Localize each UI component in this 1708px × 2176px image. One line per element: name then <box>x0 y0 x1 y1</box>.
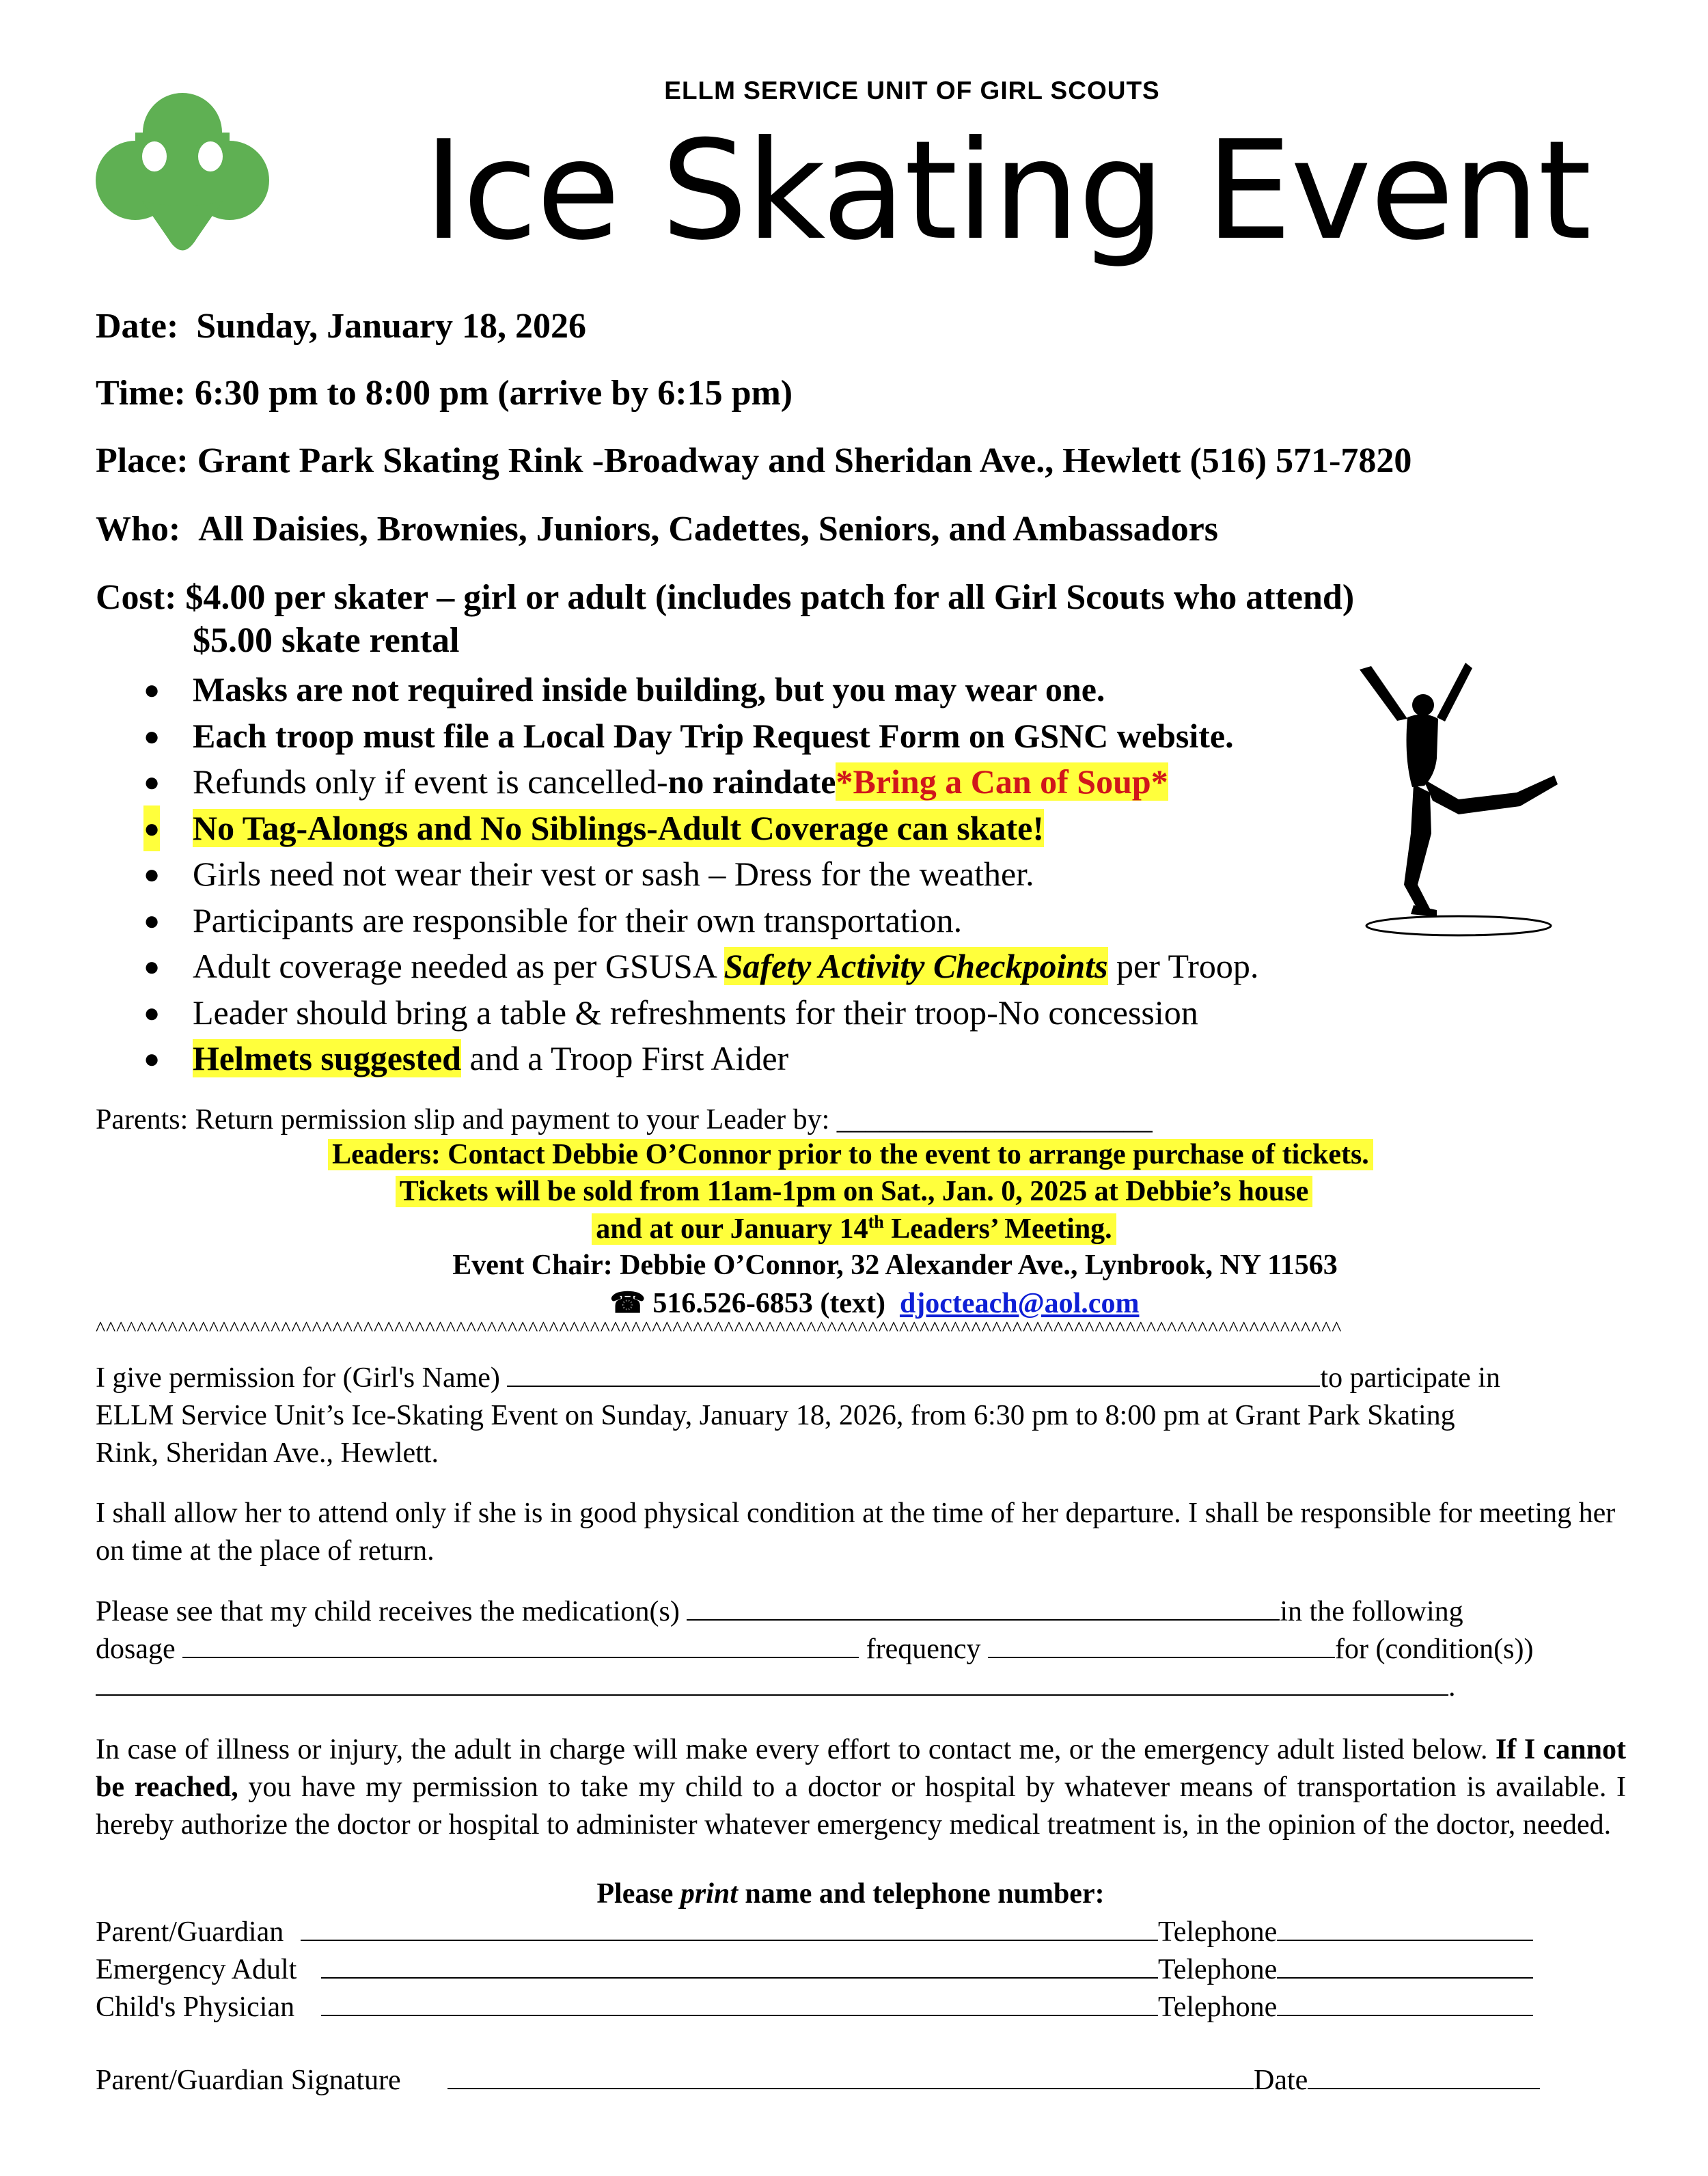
rules-list <box>143 667 1258 1082</box>
date-label: Date: <box>96 307 179 346</box>
cut-line: ^^^^^^^^^^^^^^^^^^^^^^^^^^^^^^^^^^^^^^^^^^^^^^^^^^^^^^^^^^^^^^^^^^^^^^^^^^^^^^^^^^^^^^^^^^^^^^^^^^^^^^^^^^^^^^^^^^^^^^^^^ <box>96 1317 1342 1340</box>
medication-line: Please see that my child receives the medication(s) in the following <box>96 1596 1463 1627</box>
illness-paragraph: In case of illness or injury, the adult in charge will make every effort to contact me, or the emergency adult listed below. If I cannot be reached, you have my permission to take my child to a doctor or hospital by whatever means of transportation is available. I hereby authorize the doctor or hospital to administer whatever emergency medical treatment is, in the opinion of the doctor, needed. <box>96 1734 1626 1841</box>
leaders-contact-3: and at our January 14th Leaders’ Meeting. <box>0 1212 1708 1245</box>
frequency-field[interactable] <box>988 1632 1335 1658</box>
list-item: ● Participants are responsible for their own transportation. <box>143 900 963 939</box>
dosage-line: dosage frequency for (condition(s)) <box>96 1634 1534 1665</box>
who-value: All Daisies, Brownies, Juniors, Cadettes, Seniors, and Ambassadors <box>198 510 1219 549</box>
condition-line: . <box>96 1668 1456 1706</box>
dosage-field[interactable] <box>182 1632 859 1658</box>
who-row <box>96 509 1218 549</box>
parent-guardian-row: Parent/Guardian Telephone <box>96 1915 1533 1948</box>
emergency-adult-row: Emergency Adult Telephone <box>96 1953 1533 1986</box>
place-label: Place: <box>96 441 189 480</box>
list-item: ● Masks are not required inside building, but you may wear one. <box>143 670 1105 708</box>
time-row <box>96 373 793 413</box>
allow-paragraph: I shall allow her to attend only if she is in good physical condition at the time of her departure. I shall be responsible for meeting her on time at the place of return. <box>96 1498 1616 1567</box>
event-chair: Event Chair: Debbie O’Connor, 32 Alexander Ave., Lynbrook, NY 11563 <box>452 1250 1338 1281</box>
parents-return-line: Parents: Return permission slip and payment to your Leader by: ______________________ <box>96 1104 1153 1135</box>
signature-field[interactable] <box>447 2063 1254 2089</box>
list-item: ● No Tag-Alongs and No Siblings-Adult Coverage can skate! <box>143 805 1258 852</box>
safety-checkpoints: Safety Activity Checkpoints <box>724 947 1108 985</box>
emergency-name-field[interactable] <box>321 1953 1158 1979</box>
place-row <box>96 441 1411 481</box>
physician-name-field[interactable] <box>321 1990 1158 2016</box>
cost-row <box>96 577 1354 618</box>
page-title: Ice Skating Event <box>424 111 1590 271</box>
print-instruction: Please print name and telephone number: <box>596 1878 1105 1910</box>
condition-field[interactable] <box>96 1670 1448 1696</box>
place-value: Grant Park Skating Rink -Broadway and Sheridan Ave., Hewlett (516) 571-7820 <box>197 441 1412 480</box>
emergency-phone-field[interactable] <box>1277 1953 1533 1979</box>
time-value: 6:30 pm to 8:00 pm (arrive by 6:15 pm) <box>194 374 793 413</box>
date-value: Sunday, January 18, 2026 <box>196 307 586 346</box>
leaders-contact-2: Tickets will be sold from 11am-1pm on Sat., Jan. 0, 2025 at Debbie’s house <box>0 1175 1708 1208</box>
cost-value: $4.00 per skater – girl or adult (includes patch for all Girl Scouts who attend) <box>185 578 1355 617</box>
list-item: ● Helmets suggested and a Troop First Aider <box>143 1039 789 1077</box>
list-item: ● Refunds only if event is cancelled-no raindate*Bring a Can of Soup* <box>143 762 1168 801</box>
permission-line-2: ELLM Service Unit’s Ice-Skating Event on Sunday, January 18, 2026, from 6:30 pm to 8:00 pm at Grant Park Skating <box>96 1400 1455 1431</box>
who-label: Who: <box>96 510 181 549</box>
skater-silhouette-icon <box>1356 656 1561 943</box>
time-label: Time: <box>96 374 186 413</box>
list-item: ● Leader should bring a table & refreshments for their troop-No concession <box>143 993 1198 1032</box>
cost-rental: $5.00 skate rental <box>193 621 460 660</box>
physician-phone-field[interactable] <box>1277 1990 1533 2016</box>
soup-notice: *Bring a Can of Soup* <box>836 762 1168 801</box>
signature-date-field[interactable] <box>1308 2063 1540 2089</box>
contact-phone: 516.526-6853 (text) <box>652 1288 885 1319</box>
contact-email-link[interactable]: djocteach@aol.com <box>899 1288 1140 1319</box>
list-item: ● Adult coverage needed as per GSUSA Safety Activity Checkpoints per Troop. <box>143 947 1259 985</box>
contact-phone-row <box>0 1286 1708 1320</box>
list-item: ● Girls need not wear their vest or sash – Dress for the weather. <box>143 855 1034 893</box>
date-row <box>96 306 586 346</box>
leaders-contact-1: Leaders: Contact Debbie O’Connor prior to the event to arrange purchase of tickets. <box>0 1138 1708 1171</box>
girl-scouts-trefoil-icon <box>94 92 271 260</box>
physician-row: Child's Physician Telephone <box>96 1990 1533 2024</box>
permission-line-1: I give permission for (Girl's Name) to participate in <box>96 1362 1500 1394</box>
girl-name-field[interactable] <box>507 1361 1320 1387</box>
telephone-icon: ☎ <box>609 1288 646 1319</box>
list-item: ● Each troop must file a Local Day Trip Request Form on GSNC website. <box>143 716 1234 755</box>
parent-phone-field[interactable] <box>1277 1915 1533 1941</box>
cost-label: Cost: <box>96 578 177 617</box>
signature-row: Parent/Guardian Signature Date <box>96 2063 1540 2097</box>
medication-field[interactable] <box>687 1595 1280 1621</box>
permission-line-3: Rink, Sheridan Ave., Hewlett. <box>96 1437 439 1469</box>
organization-name: ELLM SERVICE UNIT OF GIRL SCOUTS <box>664 77 1160 105</box>
parent-name-field[interactable] <box>301 1915 1158 1941</box>
